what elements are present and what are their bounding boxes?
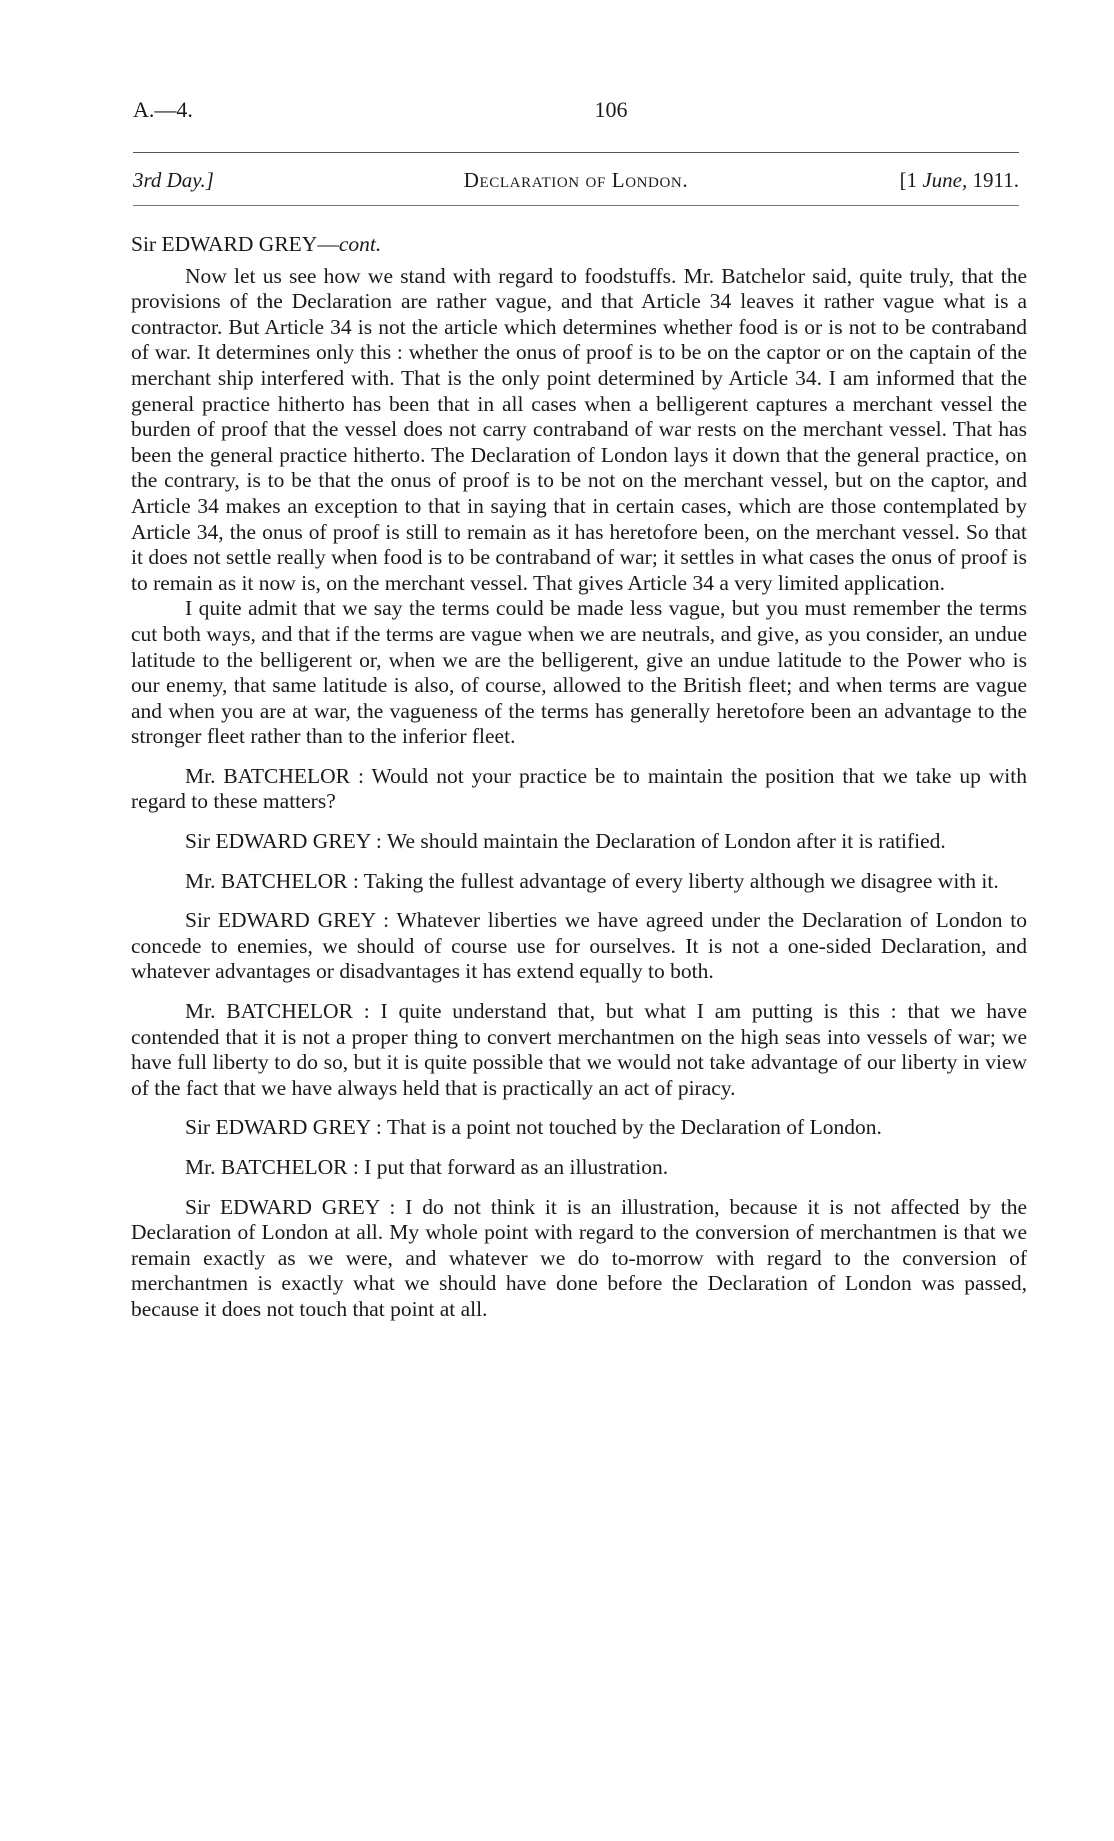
- date-month: June,: [922, 168, 968, 192]
- date-prefix: [1: [899, 168, 923, 192]
- page-number: 106: [594, 97, 628, 122]
- paragraph: Sir EDWARD GREY : Whatever liberties we have agreed under the Declaration of London to concede to enemies, we should of course use for ourselves. It is not a one-sided Declaration, and whatever advantages or disadvantages it has extend equally to both.: [131, 908, 1027, 984]
- opening-speaker-line: [131, 232, 1027, 258]
- date-year: 1911.: [967, 168, 1019, 192]
- opening-speaker: Sir EDWARD GREY—: [131, 232, 339, 256]
- date-label: [900, 166, 1019, 194]
- paragraph: Now let us see how we stand with regard to foodstuffs. Mr. Batchelor said, quite truly, that the provisions of the Declaration are rather vague, and that Article 34 leaves it rather vague what is a contractor. But Article 34 is not the article which determines whether food is or is not to be contraband of war. It determines only this : whether the onus of proof is to be on the captor or on the captain of the merchant ship interfered with. That is the only point determined by Article 34. I am informed that the general practice hitherto has been that in all cases when a belligerent captures a merchant vessel the burden of proof that the vessel does not carry contraband of war rests on the merchant vessel. That has been the general practice hitherto. The Declaration of London lays it down that the general practice, on the contrary, is to be that the onus of proof is to be not on the merchant vessel, but on the captor, and Article 34 makes an exception to that in saying that in certain cases, which are those contemplated by Article 34, the onus of proof is still to remain as it has heretofore been, on the merchant vessel. So that it does not settle really when food is to be contraband of war; it settles in what cases the onus of proof is to remain as it now is, on the merchant vessel. That gives Article 34 a very limited application.: [131, 263, 1027, 595]
- header-rule-top: [133, 152, 1019, 153]
- paragraph: I quite admit that we say the terms could be made less vague, but you must remember the terms cut both ways, and that if the terms are vague when we are neutrals, and give, as you consider, an undue latitude to the belligerent or, when we are the belligerent, give an undue latitude to the Power who is our enemy, that same latitude is also, of course, allowed to the British fleet; and when terms are vague and when you are at war, the vagueness of the terms has generally heretofore been an advantage to the stronger fleet rather than to the inferior fleet.: [131, 596, 1027, 749]
- section-title: Declaration of London.: [463, 168, 689, 192]
- paragraph: Mr. BATCHELOR : I quite understand that, but what I am putting is this : that we have contended that it is not a proper thing to convert merchantmen on the high seas into vessels of war; we have full liberty to do so, but it is quite possible that we would not take advantage of our liberty in view of the fact that we have always held that is practically an act of piracy.: [131, 999, 1027, 1100]
- paragraph: Sir EDWARD GREY : I do not think it is an illustration, because it is not affected by the Declaration of London at all. My whole point with regard to the conversion of merchantmen is that we remain exactly as we were, and whatever we do to-morrow with regard to the conversion of merchantmen is exactly what we should have done before the Declaration of London was passed, because it does not touch that point at all.: [131, 1194, 1027, 1321]
- paragraph: Sir EDWARD GREY : That is a point not touched by the Declaration of London.: [185, 1115, 882, 1140]
- paragraph: Sir EDWARD GREY : We should maintain the Declaration of London after it is ratified.: [185, 829, 946, 854]
- document-code: A.—4.: [133, 97, 193, 122]
- opening-cont: cont.: [338, 232, 382, 256]
- day-label: 3rd Day.]: [133, 168, 214, 192]
- paragraph: Mr. BATCHELOR : I put that forward as an illustration.: [185, 1155, 669, 1179]
- document-body: [131, 232, 1027, 1323]
- header-rule-bottom: [133, 205, 1019, 206]
- paragraph: Mr. BATCHELOR : Taking the fullest advantage of every liberty although we disagree with it.: [185, 868, 999, 893]
- paragraph: Mr. BATCHELOR : Would not your practice be to maintain the position that we take up with regard to these matters?: [131, 763, 1027, 814]
